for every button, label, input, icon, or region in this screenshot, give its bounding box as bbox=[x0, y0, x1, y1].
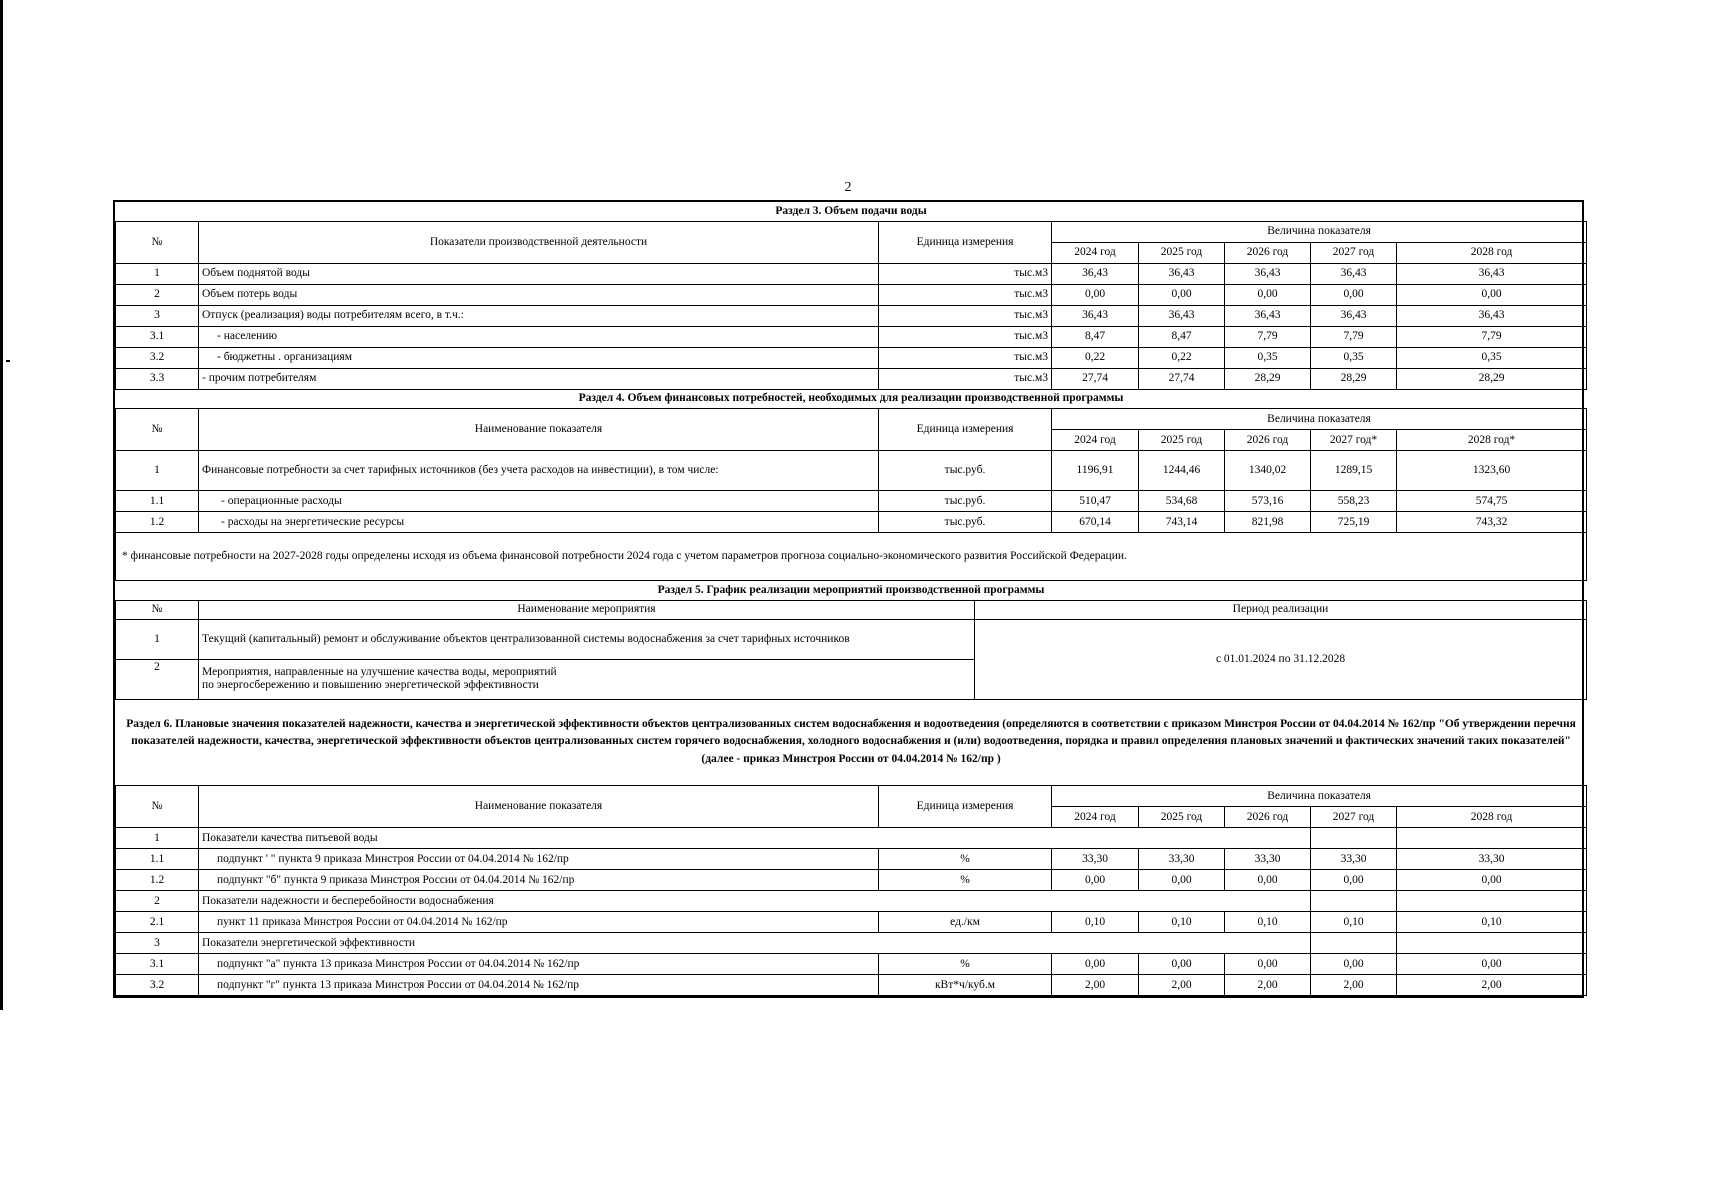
row-value: 0,00 bbox=[1139, 954, 1225, 975]
header-2026: 2026 год bbox=[1225, 807, 1311, 828]
row-no: 1 bbox=[116, 619, 199, 659]
row-no: 2 bbox=[116, 284, 199, 305]
row-no: 1.1 bbox=[116, 849, 199, 870]
row-name: Финансовые потребности за счет тарифных источников (без учета расходов на инвестиции), в том числе: bbox=[199, 451, 879, 491]
table-row bbox=[116, 870, 1587, 891]
group-name: Показатели энергетической эффективности bbox=[199, 933, 1311, 954]
row-value: 0,10 bbox=[1225, 912, 1311, 933]
row-name: подпункт "а" пункта 13 приказа Минстроя России от 04.04.2014 № 162/пр bbox=[199, 954, 879, 975]
row-unit: % bbox=[879, 954, 1052, 975]
row-value: 1289,15 bbox=[1311, 451, 1397, 491]
table-row bbox=[116, 368, 1587, 389]
row-value: 2,00 bbox=[1397, 975, 1587, 996]
empty-cell bbox=[1397, 933, 1587, 954]
row-no: 2.1 bbox=[116, 912, 199, 933]
row-no: 3.2 bbox=[116, 347, 199, 368]
empty-cell bbox=[1397, 891, 1587, 912]
row-value: 8,47 bbox=[1052, 326, 1139, 347]
document-table-container bbox=[113, 200, 1584, 998]
header-value: Величина показателя bbox=[1052, 221, 1587, 242]
table-row bbox=[116, 954, 1587, 975]
row-no: 1 bbox=[116, 451, 199, 491]
row-value: 1323,60 bbox=[1397, 451, 1587, 491]
row-value: 0,35 bbox=[1397, 347, 1587, 368]
table-row bbox=[116, 912, 1587, 933]
row-value: 36,43 bbox=[1052, 305, 1139, 326]
table-row bbox=[116, 451, 1587, 491]
table-row bbox=[116, 491, 1587, 512]
row-value: 0,00 bbox=[1311, 870, 1397, 891]
group-name: Показатели надежности и бесперебойности водоснабжения bbox=[199, 891, 1311, 912]
header-2024: 2024 год bbox=[1052, 242, 1139, 263]
row-value: 0,00 bbox=[1311, 954, 1397, 975]
row-unit: тыс.м3 bbox=[879, 347, 1052, 368]
row-value: 0,10 bbox=[1139, 912, 1225, 933]
row-value: 36,43 bbox=[1311, 263, 1397, 284]
header-unit: Единица измерения bbox=[879, 786, 1052, 828]
header-no: № bbox=[116, 786, 199, 828]
row-no: 3.3 bbox=[116, 368, 199, 389]
row-value: 36,43 bbox=[1225, 305, 1311, 326]
row-value: 1196,91 bbox=[1052, 451, 1139, 491]
section-3-title: Раздел 3. Объем подачи воды bbox=[775, 204, 927, 217]
header-event-name: Наименование мероприятия bbox=[199, 600, 975, 619]
row-name: Отпуск (реализация) воды потребителям всего, в т.ч.: bbox=[199, 305, 879, 326]
row-value: 33,30 bbox=[1311, 849, 1397, 870]
row-value: 33,30 bbox=[1052, 849, 1139, 870]
section-4-table bbox=[115, 390, 1587, 582]
table-row bbox=[116, 512, 1587, 533]
row-name: Объем потерь воды bbox=[199, 284, 879, 305]
row-no: 3 bbox=[116, 933, 199, 954]
row-value: 7,79 bbox=[1397, 326, 1587, 347]
header-no: № bbox=[116, 409, 199, 451]
row-value: 2,00 bbox=[1139, 975, 1225, 996]
row-value: 0,22 bbox=[1052, 347, 1139, 368]
row-value: 36,43 bbox=[1397, 263, 1587, 284]
row-value: 0,00 bbox=[1397, 284, 1587, 305]
row-value: 558,23 bbox=[1311, 491, 1397, 512]
row-value: 8,47 bbox=[1139, 326, 1225, 347]
row-unit: тыс.м3 bbox=[879, 305, 1052, 326]
row-no: 2 bbox=[116, 891, 199, 912]
row-unit: тыс.руб. bbox=[879, 451, 1052, 491]
row-value: 0,00 bbox=[1052, 284, 1139, 305]
header-indicators: Показатели производственной деятельности bbox=[199, 221, 879, 263]
table-row bbox=[116, 284, 1587, 305]
header-value: Величина показателя bbox=[1052, 409, 1587, 430]
page-number: 2 bbox=[844, 180, 852, 195]
section-5-table bbox=[115, 581, 1587, 700]
header-no: № bbox=[116, 600, 199, 619]
empty-cell bbox=[1311, 828, 1397, 849]
header-2025: 2025 год bbox=[1139, 807, 1225, 828]
header-no: № bbox=[116, 221, 199, 263]
scan-edge-mark bbox=[0, 0, 3, 1010]
row-value: 0,00 bbox=[1139, 284, 1225, 305]
header-2025: 2025 год bbox=[1139, 242, 1225, 263]
row-value: 0,00 bbox=[1225, 284, 1311, 305]
row-value: 36,43 bbox=[1311, 305, 1397, 326]
period-value: с 01.01.2024 по 31.12.2028 bbox=[975, 619, 1587, 699]
scan-tick-mark bbox=[6, 360, 10, 362]
section-3-table bbox=[115, 202, 1587, 390]
row-name: подпункт "г" пункта 13 приказа Минстроя России от 04.04.2014 № 162/пр bbox=[199, 975, 879, 996]
row-value: 28,29 bbox=[1397, 368, 1587, 389]
row-name-line: по энергосбережению и повышению энергетической эффективности bbox=[202, 679, 539, 691]
row-name: - прочим потребителям bbox=[199, 368, 879, 389]
row-unit: тыс.м3 bbox=[879, 284, 1052, 305]
row-value: 743,14 bbox=[1139, 512, 1225, 533]
header-2027: 2027 год bbox=[1311, 242, 1397, 263]
row-no: 3.2 bbox=[116, 975, 199, 996]
row-value: 33,30 bbox=[1139, 849, 1225, 870]
row-value: 534,68 bbox=[1139, 491, 1225, 512]
section-5-title: Раздел 5. График реализации мероприятий производственной программы bbox=[657, 583, 1045, 596]
section-4-footnote: * финансовые потребности на 2027-2028 годы определены исходя из объема финансовой потребности 2024 года с учетом параметров прогноза социально-экономического развития Российской Федерации. bbox=[116, 533, 1587, 581]
header-value: Величина показателя bbox=[1052, 786, 1587, 807]
row-value: 574,75 bbox=[1397, 491, 1587, 512]
row-name-line: Мероприятия, направленные на улучшение качества воды, мероприятий bbox=[202, 666, 557, 679]
header-indicator-name: Наименование показателя bbox=[199, 409, 879, 451]
row-value: 27,74 bbox=[1139, 368, 1225, 389]
row-name: пункт 11 приказа Минстроя России от 04.04.2014 № 162/пр bbox=[199, 912, 879, 933]
header-2028: 2028 год bbox=[1397, 807, 1587, 828]
row-value: 33,30 bbox=[1225, 849, 1311, 870]
row-unit: тыс.руб. bbox=[879, 491, 1052, 512]
row-unit: ед./км bbox=[879, 912, 1052, 933]
header-2026: 2026 год bbox=[1225, 242, 1311, 263]
row-unit: тыс.м3 bbox=[879, 326, 1052, 347]
row-name: подпункт ' " пункта 9 приказа Минстроя России от 04.04.2014 № 162/пр bbox=[199, 849, 879, 870]
section-6-table bbox=[115, 700, 1587, 997]
table-row bbox=[116, 305, 1587, 326]
row-value: 0,22 bbox=[1139, 347, 1225, 368]
row-value: 36,43 bbox=[1139, 263, 1225, 284]
row-value: 33,30 bbox=[1397, 849, 1587, 870]
section-6-title: Раздел 6. Плановые значения показателей надежности, качества и энергетической эффективности объектов централизованных систем водоснабжения и водоотведения (определяются в соответствии с приказом Минстроя России от 04.04.2014 № 162/пр "Об утверждении перечня показателей надежности, качества, энергетической эффективности объектов централизованных систем горячего водоснабжения, холодного водоснабжения и (или) водоотведения, порядка и правил определения плановых значений и фактических значений таких показателей" (далее - приказ Минстроя России от 04.04.2014 № 162/пр ) bbox=[126, 717, 1576, 766]
row-unit: тыс.м3 bbox=[879, 263, 1052, 284]
row-unit: тыс.м3 bbox=[879, 368, 1052, 389]
empty-cell bbox=[1397, 828, 1587, 849]
row-unit: % bbox=[879, 870, 1052, 891]
empty-cell bbox=[1311, 933, 1397, 954]
row-name: подпункт "б" пункта 9 приказа Минстроя России от 04.04.2014 № 162/пр bbox=[199, 870, 879, 891]
row-value: 0,00 bbox=[1225, 870, 1311, 891]
row-no: 1.2 bbox=[116, 870, 199, 891]
row-value: 36,43 bbox=[1225, 263, 1311, 284]
row-unit: тыс.руб. bbox=[879, 512, 1052, 533]
empty-cell bbox=[1311, 891, 1397, 912]
header-indicator-name: Наименование показателя bbox=[199, 786, 879, 828]
row-value: 0,35 bbox=[1225, 347, 1311, 368]
table-row bbox=[116, 326, 1587, 347]
row-no: 1 bbox=[116, 263, 199, 284]
header-2026: 2026 год bbox=[1225, 430, 1311, 451]
row-value: 1244,46 bbox=[1139, 451, 1225, 491]
row-value: 0,10 bbox=[1311, 912, 1397, 933]
row-value: 0,00 bbox=[1397, 870, 1587, 891]
header-2028: 2028 год bbox=[1397, 242, 1587, 263]
row-no: 1 bbox=[116, 828, 199, 849]
header-2028: 2028 год* bbox=[1397, 430, 1587, 451]
header-2027: 2027 год* bbox=[1311, 430, 1397, 451]
header-2025: 2025 год bbox=[1139, 430, 1225, 451]
row-value: 0,10 bbox=[1052, 912, 1139, 933]
row-no: 2 bbox=[116, 659, 199, 699]
row-value: 743,32 bbox=[1397, 512, 1587, 533]
row-name: - населению bbox=[199, 326, 879, 347]
row-value: 7,79 bbox=[1311, 326, 1397, 347]
row-no: 1.2 bbox=[116, 512, 199, 533]
row-value: 0,00 bbox=[1052, 870, 1139, 891]
row-value: 0,00 bbox=[1139, 870, 1225, 891]
header-2024: 2024 год bbox=[1052, 807, 1139, 828]
row-name: Объем поднятой воды bbox=[199, 263, 879, 284]
row-value: 2,00 bbox=[1225, 975, 1311, 996]
row-value: 2,00 bbox=[1311, 975, 1397, 996]
row-name: Текущий (капитальный) ремонт и обслуживание объектов централизованной системы водоснабжения за счет тарифных источников bbox=[199, 619, 975, 659]
row-value: 0,00 bbox=[1052, 954, 1139, 975]
row-value: 670,14 bbox=[1052, 512, 1139, 533]
row-value: 28,29 bbox=[1225, 368, 1311, 389]
row-name: - бюджетны . организациям bbox=[199, 347, 879, 368]
row-value: 36,43 bbox=[1052, 263, 1139, 284]
row-value: 28,29 bbox=[1311, 368, 1397, 389]
table-row bbox=[116, 263, 1587, 284]
row-value: 725,19 bbox=[1311, 512, 1397, 533]
row-value: 27,74 bbox=[1052, 368, 1139, 389]
table-row bbox=[116, 975, 1587, 996]
header-unit: Единица измерения bbox=[879, 221, 1052, 263]
row-value: 0,00 bbox=[1225, 954, 1311, 975]
row-no: 3.1 bbox=[116, 326, 199, 347]
row-value: 0,00 bbox=[1311, 284, 1397, 305]
section-4-title: Раздел 4. Объем финансовых потребностей, необходимых для реализации производственной программы bbox=[578, 392, 1124, 405]
row-value: 36,43 bbox=[1397, 305, 1587, 326]
header-unit: Единица измерения bbox=[879, 409, 1052, 451]
row-value: 1340,02 bbox=[1225, 451, 1311, 491]
row-value: 2,00 bbox=[1052, 975, 1139, 996]
row-value: 0,00 bbox=[1397, 954, 1587, 975]
row-value: 821,98 bbox=[1225, 512, 1311, 533]
row-value: 573,16 bbox=[1225, 491, 1311, 512]
row-value: 36,43 bbox=[1139, 305, 1225, 326]
row-unit: % bbox=[879, 849, 1052, 870]
row-name: - расходы на энергетические ресурсы bbox=[199, 512, 879, 533]
header-2024: 2024 год bbox=[1052, 430, 1139, 451]
table-group-row bbox=[116, 828, 1587, 849]
table-row bbox=[116, 347, 1587, 368]
row-value: 0,10 bbox=[1397, 912, 1587, 933]
header-period: Период реализации bbox=[975, 600, 1587, 619]
row-unit: кВт*ч/куб.м bbox=[879, 975, 1052, 996]
row-no: 3 bbox=[116, 305, 199, 326]
table-row bbox=[116, 849, 1587, 870]
group-name: Показатели качества питьевой воды bbox=[199, 828, 1311, 849]
row-no: 1.1 bbox=[116, 491, 199, 512]
row-name: - операционные расходы bbox=[199, 491, 879, 512]
row-value: 7,79 bbox=[1225, 326, 1311, 347]
row-value: 0,35 bbox=[1311, 347, 1397, 368]
row-no: 3.1 bbox=[116, 954, 199, 975]
row-name bbox=[199, 659, 975, 699]
table-row bbox=[116, 619, 1587, 659]
table-group-row bbox=[116, 891, 1587, 912]
row-value: 510,47 bbox=[1052, 491, 1139, 512]
header-2027: 2027 год bbox=[1311, 807, 1397, 828]
table-group-row bbox=[116, 933, 1587, 954]
